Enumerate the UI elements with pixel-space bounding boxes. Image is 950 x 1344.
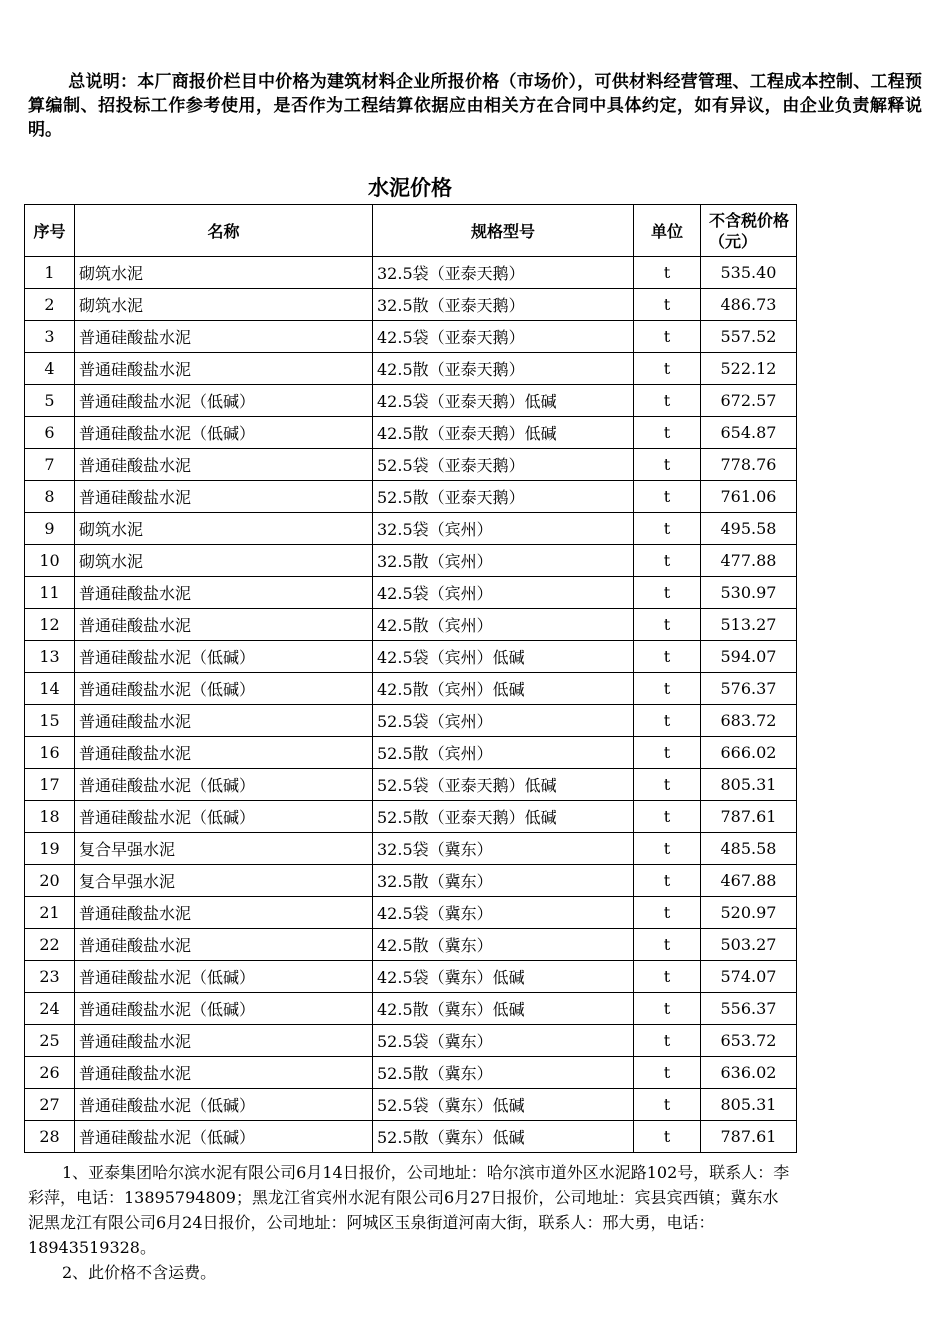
cell-unit: t [634, 833, 701, 865]
cell-name: 普通硅酸盐水泥 [75, 705, 373, 737]
table-row [25, 321, 797, 353]
cell-name: 普通硅酸盐水泥（低碱） [75, 801, 373, 833]
cell-index: 18 [25, 801, 75, 833]
cell-index: 26 [25, 1057, 75, 1089]
general-description [28, 70, 922, 142]
cell-unit: t [634, 545, 701, 577]
cell-unit: t [634, 769, 701, 801]
cell-name: 普通硅酸盐水泥（低碱） [75, 385, 373, 417]
cell-price: 576.37 [701, 673, 797, 705]
cell-name: 普通硅酸盐水泥 [75, 1025, 373, 1057]
cell-index: 8 [25, 481, 75, 513]
general-description-text: 总说明：本厂商报价栏目中价格为建筑材料企业所报价格（市场价），可供材料经营管理、工程成本控制、工程预算编制、招投标工作参考使用，是否作为工程结算依据应由相关方在合同中具体约定，如有异议，由企业负责解释说明。 [28, 72, 922, 140]
cement-price-table [24, 204, 797, 1153]
header-unit: 单位 [634, 205, 701, 257]
cell-price: 467.88 [701, 865, 797, 897]
cell-name: 普通硅酸盐水泥（低碱） [75, 673, 373, 705]
cell-index: 7 [25, 449, 75, 481]
cell-price: 805.31 [701, 769, 797, 801]
table-row [25, 1089, 797, 1121]
cell-name: 普通硅酸盐水泥 [75, 737, 373, 769]
cell-name: 砌筑水泥 [75, 513, 373, 545]
cell-spec: 42.5散（宾州） [373, 609, 634, 641]
cell-spec: 42.5散（冀东）低碱 [373, 993, 634, 1025]
cell-unit: t [634, 1089, 701, 1121]
cell-price: 522.12 [701, 353, 797, 385]
cell-name: 砌筑水泥 [75, 257, 373, 289]
cell-price: 486.73 [701, 289, 797, 321]
table-row [25, 289, 797, 321]
cell-unit: t [634, 289, 701, 321]
table-row [25, 1025, 797, 1057]
cell-index: 10 [25, 545, 75, 577]
cell-unit: t [634, 609, 701, 641]
table-row [25, 417, 797, 449]
cell-index: 9 [25, 513, 75, 545]
table-row [25, 513, 797, 545]
cell-unit: t [634, 641, 701, 673]
cell-spec: 32.5散（亚泰天鹅） [373, 289, 634, 321]
cell-index: 3 [25, 321, 75, 353]
cell-index: 13 [25, 641, 75, 673]
table-row [25, 577, 797, 609]
header-index: 序号 [25, 205, 75, 257]
table-row [25, 641, 797, 673]
cell-unit: t [634, 417, 701, 449]
table-row [25, 673, 797, 705]
cell-price: 535.40 [701, 257, 797, 289]
cell-spec: 42.5袋（亚泰天鹅） [373, 321, 634, 353]
cell-name: 普通硅酸盐水泥 [75, 449, 373, 481]
cell-price: 778.76 [701, 449, 797, 481]
cell-name: 普通硅酸盐水泥（低碱） [75, 993, 373, 1025]
cell-spec: 32.5袋（宾州） [373, 513, 634, 545]
cell-price: 672.57 [701, 385, 797, 417]
cell-index: 12 [25, 609, 75, 641]
cell-index: 19 [25, 833, 75, 865]
cell-spec: 52.5袋（冀东） [373, 1025, 634, 1057]
cell-price: 594.07 [701, 641, 797, 673]
cell-name: 普通硅酸盐水泥（低碱） [75, 641, 373, 673]
table-row [25, 929, 797, 961]
cell-unit: t [634, 353, 701, 385]
cell-price: 513.27 [701, 609, 797, 641]
cell-unit: t [634, 929, 701, 961]
cell-name: 砌筑水泥 [75, 289, 373, 321]
header-price: 不含税价格（元） [701, 205, 797, 257]
cell-index: 21 [25, 897, 75, 929]
cell-index: 14 [25, 673, 75, 705]
cell-unit: t [634, 1057, 701, 1089]
cell-unit: t [634, 673, 701, 705]
table-row [25, 737, 797, 769]
cell-unit: t [634, 1025, 701, 1057]
table-row [25, 385, 797, 417]
cell-price: 683.72 [701, 705, 797, 737]
cell-name: 普通硅酸盐水泥 [75, 897, 373, 929]
cell-spec: 32.5袋（冀东） [373, 833, 634, 865]
cell-spec: 42.5袋（亚泰天鹅）低碱 [373, 385, 634, 417]
cell-price: 485.58 [701, 833, 797, 865]
cell-spec: 42.5袋（宾州） [373, 577, 634, 609]
cell-unit: t [634, 737, 701, 769]
cell-index: 27 [25, 1089, 75, 1121]
cell-spec: 42.5袋（冀东）低碱 [373, 961, 634, 993]
cell-spec: 52.5袋（亚泰天鹅） [373, 449, 634, 481]
cell-spec: 52.5散（亚泰天鹅）低碱 [373, 801, 634, 833]
cell-price: 787.61 [701, 801, 797, 833]
cell-price: 530.97 [701, 577, 797, 609]
cell-spec: 32.5散（宾州） [373, 545, 634, 577]
cell-index: 6 [25, 417, 75, 449]
notes [28, 1160, 790, 1285]
table-header-row [25, 205, 797, 257]
cell-unit: t [634, 801, 701, 833]
note-1: 1、亚泰集团哈尔滨水泥有限公司6月14日报价，公司地址：哈尔滨市道外区水泥路102号，联系人：李彩萍，电话：13895794809；黑龙江省宾州水泥有限公司6月27日报价，公司地址：宾县宾西镇；冀东水泥黑龙江有限公司6月24日报价，公司地址：阿城区玉泉街道河南大街，联系人：邢大勇，电话：18943519328。 [28, 1163, 790, 1257]
cell-spec: 32.5袋（亚泰天鹅） [373, 257, 634, 289]
cell-spec: 52.5散（宾州） [373, 737, 634, 769]
cell-unit: t [634, 705, 701, 737]
cell-unit: t [634, 897, 701, 929]
cell-unit: t [634, 1121, 701, 1153]
cell-price: 761.06 [701, 481, 797, 513]
cell-index: 22 [25, 929, 75, 961]
cell-name: 普通硅酸盐水泥（低碱） [75, 961, 373, 993]
table-row [25, 1121, 797, 1153]
cell-price: 787.61 [701, 1121, 797, 1153]
cell-price: 666.02 [701, 737, 797, 769]
cell-unit: t [634, 577, 701, 609]
header-name: 名称 [75, 205, 373, 257]
cell-spec: 52.5袋（亚泰天鹅）低碱 [373, 769, 634, 801]
cell-name: 普通硅酸盐水泥（低碱） [75, 769, 373, 801]
cell-name: 普通硅酸盐水泥 [75, 577, 373, 609]
cell-unit: t [634, 865, 701, 897]
cell-unit: t [634, 513, 701, 545]
cell-index: 24 [25, 993, 75, 1025]
table-row [25, 769, 797, 801]
table-row [25, 865, 797, 897]
cell-name: 普通硅酸盐水泥 [75, 609, 373, 641]
table-row [25, 545, 797, 577]
cell-spec: 42.5散（亚泰天鹅）低碱 [373, 417, 634, 449]
table-row [25, 833, 797, 865]
cell-index: 17 [25, 769, 75, 801]
cell-name: 普通硅酸盐水泥（低碱） [75, 1121, 373, 1153]
cell-index: 2 [25, 289, 75, 321]
cell-spec: 42.5散（冀东） [373, 929, 634, 961]
cell-unit: t [634, 481, 701, 513]
cell-spec: 52.5袋（冀东）低碱 [373, 1089, 634, 1121]
cell-spec: 52.5袋（宾州） [373, 705, 634, 737]
cell-name: 普通硅酸盐水泥 [75, 481, 373, 513]
cell-index: 15 [25, 705, 75, 737]
cell-price: 653.72 [701, 1025, 797, 1057]
cell-index: 4 [25, 353, 75, 385]
table-row [25, 449, 797, 481]
cell-unit: t [634, 385, 701, 417]
cell-name: 普通硅酸盐水泥 [75, 1057, 373, 1089]
cell-index: 5 [25, 385, 75, 417]
cell-unit: t [634, 321, 701, 353]
cell-price: 495.58 [701, 513, 797, 545]
cell-name: 砌筑水泥 [75, 545, 373, 577]
table-row [25, 609, 797, 641]
cell-unit: t [634, 961, 701, 993]
table-row [25, 961, 797, 993]
cell-unit: t [634, 993, 701, 1025]
table-row [25, 801, 797, 833]
cell-price: 477.88 [701, 545, 797, 577]
cell-spec: 32.5散（冀东） [373, 865, 634, 897]
cell-name: 复合早强水泥 [75, 865, 373, 897]
cell-spec: 52.5散（冀东） [373, 1057, 634, 1089]
cell-price: 520.97 [701, 897, 797, 929]
table-body [25, 257, 797, 1153]
cell-spec: 42.5散（亚泰天鹅） [373, 353, 634, 385]
header-spec: 规格型号 [373, 205, 634, 257]
cell-name: 普通硅酸盐水泥（低碱） [75, 1089, 373, 1121]
cell-name: 复合早强水泥 [75, 833, 373, 865]
cell-index: 20 [25, 865, 75, 897]
cell-price: 556.37 [701, 993, 797, 1025]
cell-index: 28 [25, 1121, 75, 1153]
cell-spec: 42.5袋（冀东） [373, 897, 634, 929]
cell-unit: t [634, 449, 701, 481]
table-row [25, 897, 797, 929]
cell-price: 503.27 [701, 929, 797, 961]
cell-index: 16 [25, 737, 75, 769]
cell-name: 普通硅酸盐水泥 [75, 321, 373, 353]
cell-index: 11 [25, 577, 75, 609]
cell-name: 普通硅酸盐水泥（低碱） [75, 417, 373, 449]
cell-spec: 52.5散（亚泰天鹅） [373, 481, 634, 513]
cell-index: 23 [25, 961, 75, 993]
cell-price: 654.87 [701, 417, 797, 449]
table-row [25, 993, 797, 1025]
cell-name: 普通硅酸盐水泥 [75, 353, 373, 385]
cell-price: 805.31 [701, 1089, 797, 1121]
cell-price: 557.52 [701, 321, 797, 353]
cell-spec: 42.5散（宾州）低碱 [373, 673, 634, 705]
table-row [25, 481, 797, 513]
cell-spec: 52.5散（冀东）低碱 [373, 1121, 634, 1153]
cell-spec: 42.5袋（宾州）低碱 [373, 641, 634, 673]
cell-name: 普通硅酸盐水泥 [75, 929, 373, 961]
table-row [25, 257, 797, 289]
cell-unit: t [634, 257, 701, 289]
table-title: 水泥价格 [368, 175, 452, 200]
note-2: 2、此价格不含运费。 [62, 1263, 217, 1282]
cell-index: 25 [25, 1025, 75, 1057]
table-row [25, 1057, 797, 1089]
cell-price: 574.07 [701, 961, 797, 993]
cell-index: 1 [25, 257, 75, 289]
cell-price: 636.02 [701, 1057, 797, 1089]
table-row [25, 353, 797, 385]
table-row [25, 705, 797, 737]
